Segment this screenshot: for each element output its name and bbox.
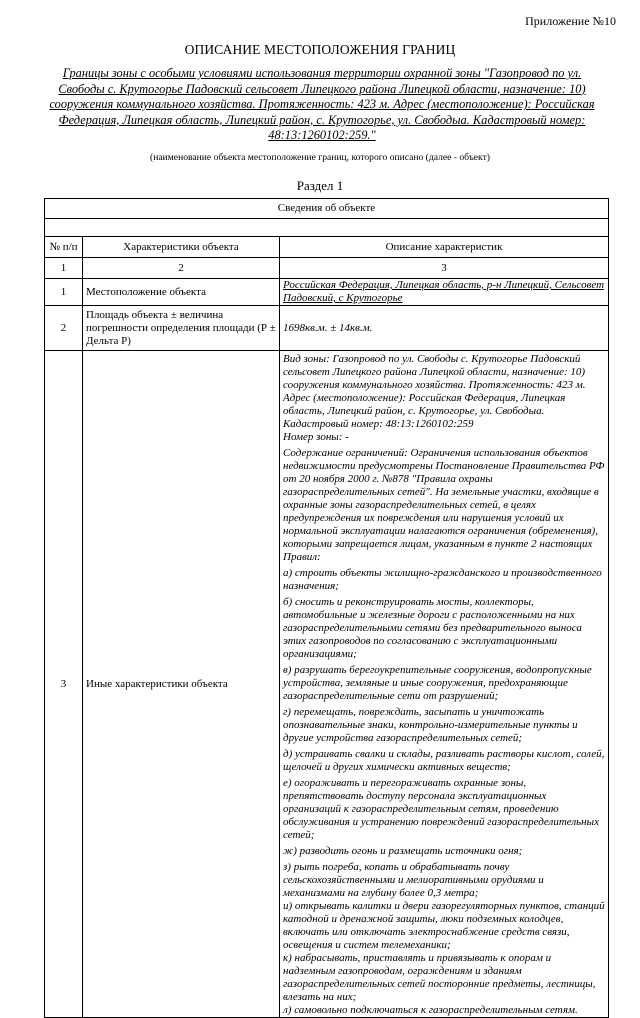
- other-text: ж) разводить огонь и размещать источники огня;: [283, 845, 523, 857]
- table-row: [45, 351, 609, 1018]
- object-name-note: (наименование объекта местоположение границ, которого описано (далее - объект): [150, 152, 490, 163]
- other-text: з) рыть погреба, копать и обрабатывать почву сельскохозяйственными и мелиоративными орудиями и механизмами на глубину более 0,3 метра;: [283, 861, 544, 899]
- row-num: 1: [45, 279, 83, 306]
- row-characteristic: Иные характеристики объекта: [83, 351, 280, 1018]
- table-row: [45, 279, 609, 306]
- other-text: д) устраивать свалки и склады, разливать растворы кислот, солей, щелочей и других химически активных веществ;: [283, 748, 605, 773]
- table-row: [45, 306, 609, 351]
- section-title: Раздел 1: [296, 178, 344, 193]
- row-characteristic: Местоположение объекта: [83, 279, 280, 306]
- appendix-label: Приложение №10: [525, 14, 616, 28]
- other-text: Вид зоны: Газопровод по ул. Свободы с. Крутогорье Падовский сельсовет Липецкого района Липецкой области, назначение: 10) сооружения коммунального хозяйства. Протяженность: 423 м. Адрес (местоположение): Российская Федерация, Липецкая область, Липецкий район, с. Крутогорье, ул. Свободыа. Кадастровый номер: 48:13:1260102:259: [283, 353, 586, 430]
- other-text: г) перемещать, повреждать, засыпать и уничтожать опознавательные знаки, контрольно-измерительные пункты и другие устройства газораспределительных сетей;: [283, 706, 578, 744]
- col-header-characteristic: Характеристики объекта: [83, 237, 280, 258]
- other-text: в) разрушать берегоукрепительные сооружения, водопропускные устройства, земляные и иные сооружения, предохраняющие газораспределительные сети от разрушений;: [283, 664, 592, 702]
- table-caption: Сведения об объекте: [45, 199, 609, 219]
- other-text: и) открывать калитки и двери газорегуляторных пунктов, станций катодной и дренажной защиты, люки подземных колодцев, включать или отключать электроснабжение средств связи, освещения и систем телемеханики;: [283, 900, 605, 951]
- row-characteristic: Площадь объекта ± величина погрешности определения площади (Р ± Дельта Р): [83, 306, 280, 351]
- col-number: 1: [45, 258, 83, 279]
- col-header-description: Описание характеристик: [280, 237, 609, 258]
- row-num: 2: [45, 306, 83, 351]
- column-number-row: [45, 258, 609, 279]
- row-num: 3: [45, 351, 83, 1018]
- object-info-table: [44, 198, 609, 1018]
- other-text: е) огораживать и перегораживать охранные зоны, препятствовать доступу персонала эксплуатационных организаций к газораспределительным сетям, проведению обслуживания и устранению повреждений газораспределительных сетей;: [283, 777, 599, 841]
- row-value-area: 1698кв.м. ± 14кв.м.: [280, 306, 609, 351]
- row-value-location: Российская Федерация, Липецкая область, р-н Липецкий, Сельсовет Падовский, с Крутогорье: [280, 279, 609, 306]
- col-number: 3: [280, 258, 609, 279]
- document-title: ОПИСАНИЕ МЕСТОПОЛОЖЕНИЯ ГРАНИЦ: [184, 42, 456, 57]
- blank-row: [45, 219, 609, 237]
- other-text: л) самовольно подключаться к газораспределительным сетям.: [283, 1004, 578, 1016]
- object-name: Границы зоны с особыми условиями использования территории охранной зоны "Газопровод по ул. Свободы с. Крутогорье Падовский сельсовет Липецкого района Липецкой области, назначение: 10) сооружения коммунального хозяйства. Протяженность: 423 м. Адрес (местоположение): Российская Федерация, Липецкая область, Липецкий район, с. Крутогорье, ул. Свободыа. Кадастровый номер: 48:13:1260102:259.": [49, 66, 595, 143]
- other-text: б) сносить и реконструировать мосты, коллекторы, автомобильные и железные дороги с расположенными на них газораспределительными сетями без предварительного выноса этих газопроводов по согласованию с эксплуатационными организациями;: [283, 596, 582, 660]
- col-header-num: № п/п: [45, 237, 83, 258]
- row-value-other: [280, 351, 609, 1018]
- other-text: к) набрасывать, приставлять и привязывать к опорам и надземным газопроводам, ограждениям и зданиям газораспределительных сетей посторонние предметы, лестницы, влезать на них;: [283, 952, 596, 1003]
- other-text: Номер зоны: -: [283, 431, 349, 443]
- table-header-row: [45, 237, 609, 258]
- col-number: 2: [83, 258, 280, 279]
- other-text: а) строить объекты жилищно-гражданского и производственного назначения;: [283, 567, 602, 592]
- other-text: Содержание ограничений: Ограничения использования объектов недвижимости предусмотрены Постановление Правительства РФ от 20 ноября 2000 г. №878 "Правила охраны газораспределительных сетей". На земельные участки, входящие в охранные зоны газораспределительных сетей, в целях предупреждения их повреждения или нарушения условий их нормальной эксплуатации налагаются ограничения (обременения), которыми запрещается лицам, указанным в пункте 2 настоящих Правил:: [283, 447, 605, 563]
